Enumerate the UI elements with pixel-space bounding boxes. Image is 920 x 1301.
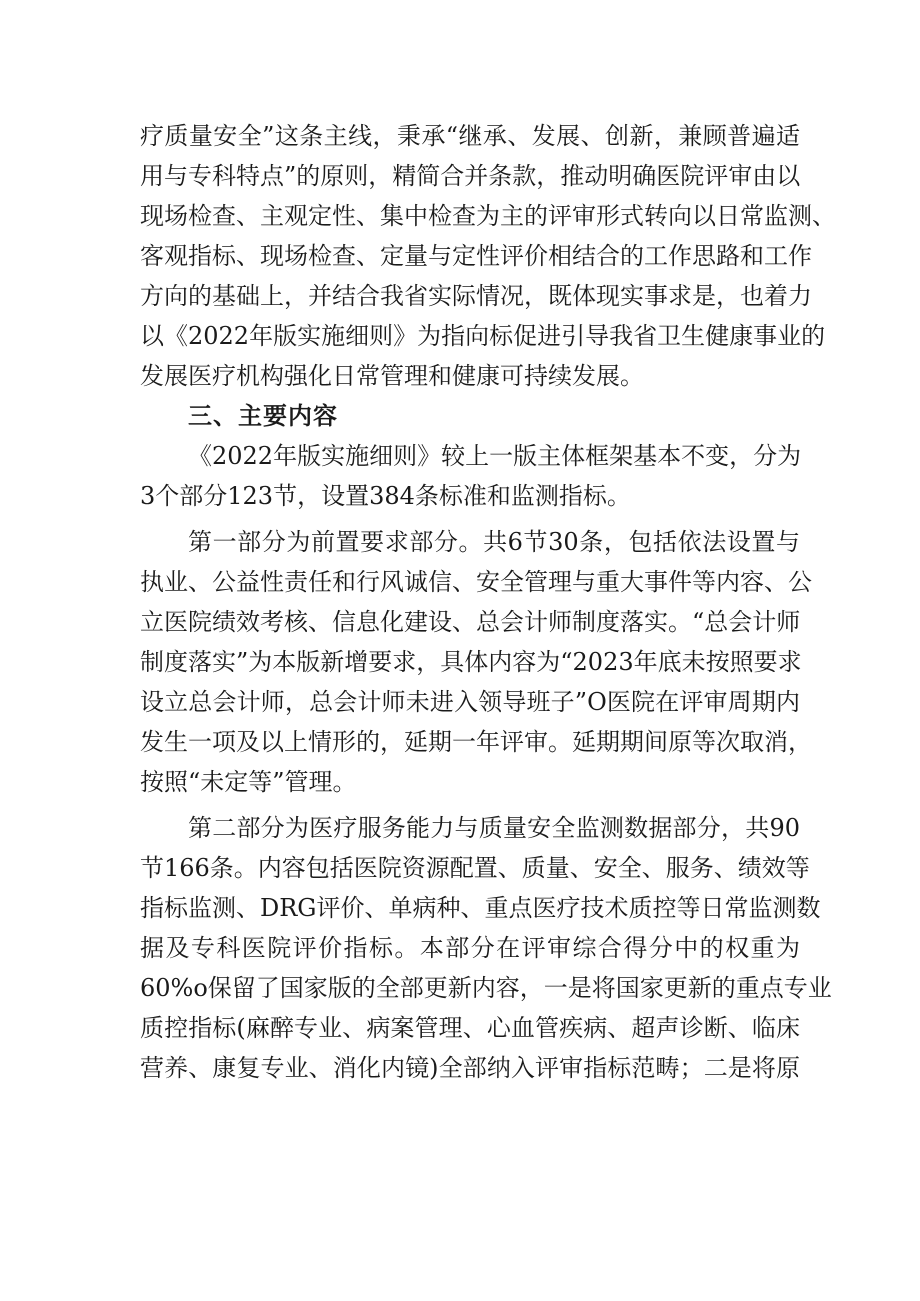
intro-line-6: 以《2022年版实施细则》为指向标促进引导我省卫生健康事业的: [140, 322, 826, 350]
part1-line-7: 按照“未定等”管理。: [140, 768, 357, 796]
part2-line-3: 指标监测、DRG评价、单病种、重点医疗技术质控等日常监测数: [140, 894, 821, 922]
part1-line-6: 发生一项及以上情形的，延期一年评审。延期期间原等次取消，: [140, 728, 812, 756]
intro-line-5: 方向的基础上，并结合我省实际情况，既体现实事求是，也着力: [140, 282, 812, 310]
part1-line-1: 第一部分为前置要求部分。共6节30条，包括依法设置与: [188, 528, 800, 556]
overview-line-2: 3个部分123节，设置384条标准和监测指标。: [140, 482, 631, 510]
part1-line-4: 制度落实”为本版新增要求，具体内容为“2023年底未按照要求: [140, 648, 802, 676]
intro-line-1: 疗质量安全”这条主线，秉承“继承、发展、创新，兼顾普遍适: [140, 122, 800, 150]
intro-line-3: 现场检查、主观定性、集中检查为主的评审形式转向以日常监测、: [140, 202, 836, 230]
part2-line-1: 第二部分为医疗服务能力与质量安全监测数据部分，共90: [188, 814, 800, 842]
part1-line-5: 设立总会计师，总会计师未进入领导班子”O医院在评审周期内: [140, 688, 800, 716]
intro-line-4: 客观指标、现场检查、定量与定性评价相结合的工作思路和工作: [140, 242, 812, 270]
overview-line-1: 《2022年版实施细则》较上一版主体框架基本不变，分为: [188, 442, 802, 470]
section-heading: 三、主要内容: [188, 402, 338, 430]
part2-line-6: 质控指标(麻醉专业、病案管理、心血管疾病、超声诊断、临床: [140, 1014, 800, 1042]
intro-line-7: 发展医疗机构强化日常管理和健康可持续发展。: [140, 362, 644, 390]
part2-line-4: 据及专科医院评价指标。本部分在评审综合得分中的权重为: [140, 934, 800, 962]
part1-line-3: 立医院绩效考核、信息化建设、总会计师制度落实。“总会计师: [140, 608, 801, 636]
intro-line-2: 用与专科特点”的原则，精简合并条款，推动明确医院评审由以: [140, 162, 801, 190]
part2-line-5: 60%o保留了国家版的全部更新内容，一是将国家更新的重点专业: [140, 974, 832, 1002]
part1-line-2: 执业、公益性责任和行风诚信、安全管理与重大事件等内容、公: [140, 568, 812, 596]
part2-line-7: 营养、康复专业、消化内镜)全部纳入评审指标范畴；二是将原: [140, 1054, 800, 1082]
part2-line-2: 节166条。内容包括医院资源配置、质量、安全、服务、绩效等: [140, 854, 810, 882]
